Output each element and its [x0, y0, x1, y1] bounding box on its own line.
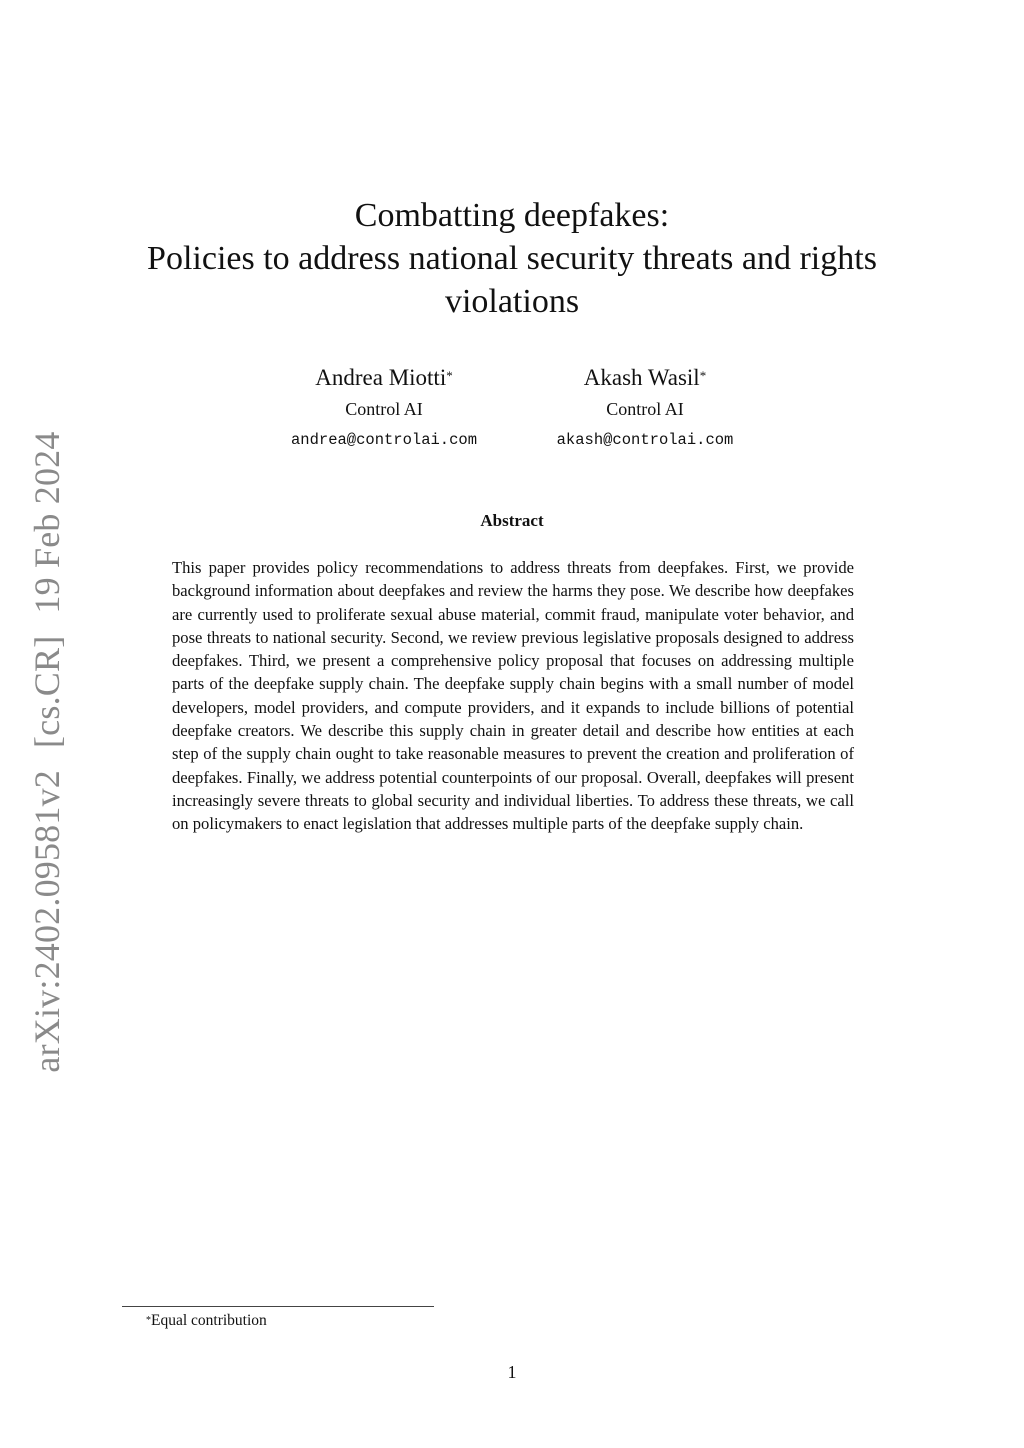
- footnote-mark: *: [146, 1315, 151, 1326]
- title-line-2: Policies to address national security threats and rights violations: [147, 240, 877, 320]
- author-affiliation: Control AI: [606, 399, 684, 419]
- page-number: 1: [507, 1362, 517, 1382]
- author-email: andrea@controlai.com: [290, 431, 478, 449]
- author-block-2: [515, 364, 775, 450]
- equal-contribution-mark: *: [446, 368, 453, 383]
- abstract-body: This paper provides policy recommendations to address threats from deepfakes. First, we provide background information about deepfakes and review the harms they pose. We describe how deepfakes are currently used to proliferate sexual abuse material, commit fraud, manipulate voter behavior, and pose threats to national security. Second, we review previous legislative proposals designed to address deepfakes. Third, we present a comprehensive policy proposal that focuses on addressing multiple parts of the deepfake supply chain. The deepfake supply chain begins with a small number of model developers, model providers, and compute providers, and it expands to include billions of potential deepfake creators. We describe this supply chain in greater detail and describe how entities at each step of the supply chain ought to take reasonable measures to prevent the creation and proliferation of deepfakes. Finally, we address potential counterpoints of our proposal. Overall, deepfakes will present increasingly severe threats to global security and individual liberties. To address these threats, we call on policymakers to enact legislation that addresses multiple parts of the deepfake supply chain.: [172, 558, 854, 834]
- arxiv-category: [cs.CR]: [27, 635, 67, 749]
- footnote-text: Equal contribution: [151, 1312, 267, 1329]
- author-name: Andrea Miotti: [315, 365, 447, 390]
- footnote: [146, 1311, 267, 1331]
- author-email: akash@controlai.com: [556, 431, 734, 449]
- author-name-row: [515, 364, 775, 392]
- title-line-1: Combatting deepfakes:: [354, 197, 670, 234]
- paper-title: [100, 194, 924, 323]
- author-name: Akash Wasil: [583, 365, 700, 390]
- arxiv-date: 19 Feb 2024: [27, 431, 67, 614]
- equal-contribution-mark: *: [699, 368, 707, 383]
- author-block-1: [254, 364, 514, 450]
- arxiv-id: arXiv:2402.09581v2: [27, 770, 67, 1073]
- footnote-divider: [122, 1306, 434, 1307]
- author-affiliation: Control AI: [345, 399, 423, 419]
- author-name-row: [254, 364, 514, 392]
- abstract-heading: Abstract: [480, 511, 544, 530]
